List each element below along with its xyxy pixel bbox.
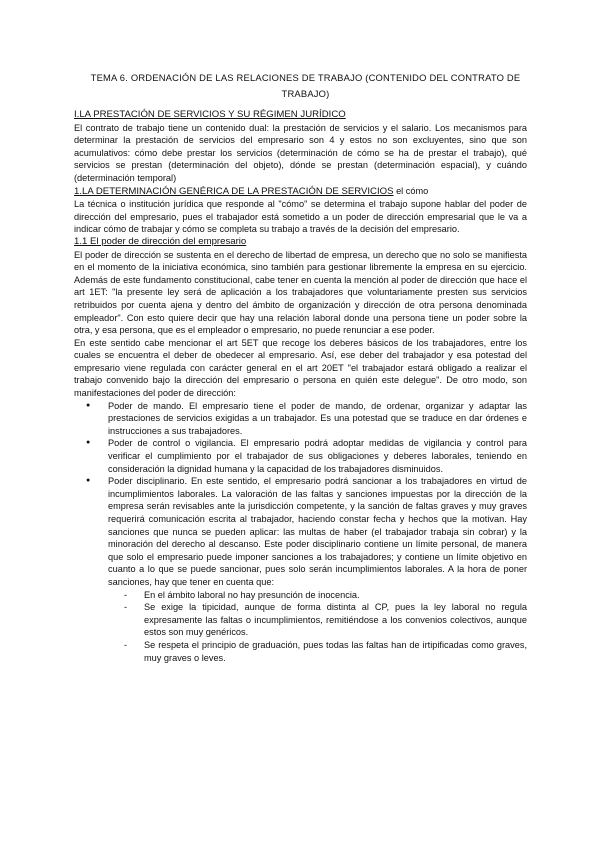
heading-suffix: el cómo [393, 185, 429, 196]
list-item-text: Poder disciplinario. En este sentido, el empresario podrá sancionar a los trabajadores en virtud de incumplimientos laborales. La valoración de las faltas y sanciones impuestas por la dirección de la empresa serán revisables ante la jurisdicción competente, y la sanción de faltas graves y muy graves requerirá comunicación escrita al trabajador, haciendo constar fecha y hechos que la motivan. Hay sanciones que nunca se pueden aplicar: las multas de haber (el trabajador trabaja sin cobrar) y la minoración del derecho al descanso. Este poder disciplinario contiene un límite personal, de manera que solo el empresario puede imponer sanciones a los trabajadores; y contiene un límite objetivo en cuanto a lo que se puede sancionar, pues solo serán incumplimientos laborales. A la hora de poner sanciones, hay que tener en cuenta que: [108, 476, 527, 587]
section-heading-prestacion: I.LA PRESTACIÓN DE SERVICIOS Y SU RÉGIMEN JURÍDICO [74, 109, 346, 120]
paragraph-art5: En este sentido cabe mencionar el art 5ET que recoge los deberes básicos de los trabajadores, entre los cuales se encuentra el deber de obedecer al empresario. Así, ese deber del trabajador y esa potestad del empresario viene regulada con carácter general en el art 20ET "el trabajador estará obligado a realizar el trabajo convenido bajo la dirección del empresario o persona en quién este delegue". De otro modo, son manifestaciones del poder de dirección: [74, 337, 527, 399]
section-heading-determinacion-line [74, 185, 527, 199]
document-title: TEMA 6. ORDENACIÓN DE LAS RELACIONES DE TRABAJO (CONTENIDO DEL CONTRATO DE TRABAJO) [90, 72, 521, 99]
sub-list-item: - Se exige la tipicidad, aunque de forma distinta al CP, pues la ley laboral no regula expresamente las faltas o incumplimientos, remitiéndose a los convenios colectivos, aunque estos son muy genéricos. [144, 601, 527, 639]
sub-list-item: - En el ámbito laboral no hay presunción de inocencia. [144, 589, 527, 602]
section-heading-determinacion: 1.LA DETERMINACIÓN GENÉRICA DE LA PRESTACIÓN DE SERVICIOS [74, 185, 394, 197]
list-item: ● Poder de control o vigilancia. El empresario podrá adoptar medidas de vigilancia y control para verificar el cumplimiento por el trabajador de sus obligaciones y deberes laborales, teniendo en consideración la dignidad humana y la capacidad de los trabajadores disminuidos. [108, 437, 527, 475]
list-item: ● Poder de mando. El empresario tiene el poder de mando, de ordenar, organizar y adaptar las prestaciones de servicios exigidas a un trabajador. Es una potestad que se traduce en dar órdenes e instrucciones a sus trabajadores. [108, 400, 527, 438]
section-heading-poder-direccion: 1.1 El poder de dirección del empresario [74, 235, 247, 247]
manifestaciones-list [74, 400, 527, 664]
sanciones-list [108, 589, 527, 665]
sub-list-item: - Se respeta el principio de graduación, pues todas las faltas han de irtipificadas como graves, muy graves o leves. [144, 639, 527, 664]
paragraph-contenido-dual: El contrato de trabajo tiene un contenido dual: la prestación de servicios y el salario. Los mecanismos para determinar la prestación de servicios del empresario son 4 y estos no son excluyentes, sino que son acumulativos: cómo debe prestar los servicios (determinación de cómo se ha de prestar el trabajo), qué servicios se prestan (determinación del objeto), dónde se prestan (determinación espacial), y cuándo (determinación temporal) [74, 122, 527, 183]
paragraph-tecnica: La técnica o institución jurídica que responde al "cómo" se determina el trabajo supone hablar del poder de dirección del empresario, pues el trabajador está sometido a un poder de dirección empresarial que le va a indicar cómo de trabajar y cómo se completa su trabajo a través de la decisión del empresario. [74, 199, 527, 235]
list-item [108, 475, 527, 664]
document-body [74, 109, 527, 664]
paragraph-fundamento: El poder de dirección se sustenta en el derecho de libertad de empresa, un derecho que no solo se manifiesta en el momento de la iniciativa económica, sino también para gestionar libremente la empresa en su ejercicio. Además de este fundamento constitucional, cabe tener en cuenta la mención al poder de dirección que hace el art 1ET: "la presente ley será de aplicación a los trabajadores que voluntariamente presten sus servicios retribuidos por cuenta ajena y dentro del ámbito de organización y dirección de otra persona denominada empleador". Con esto quiere decir que hay una relación laboral donde una persona tiene un poder sobre la otra, y esa persona, que es el empleador o empresario, no puede renunciar a ese poder. [74, 249, 527, 336]
